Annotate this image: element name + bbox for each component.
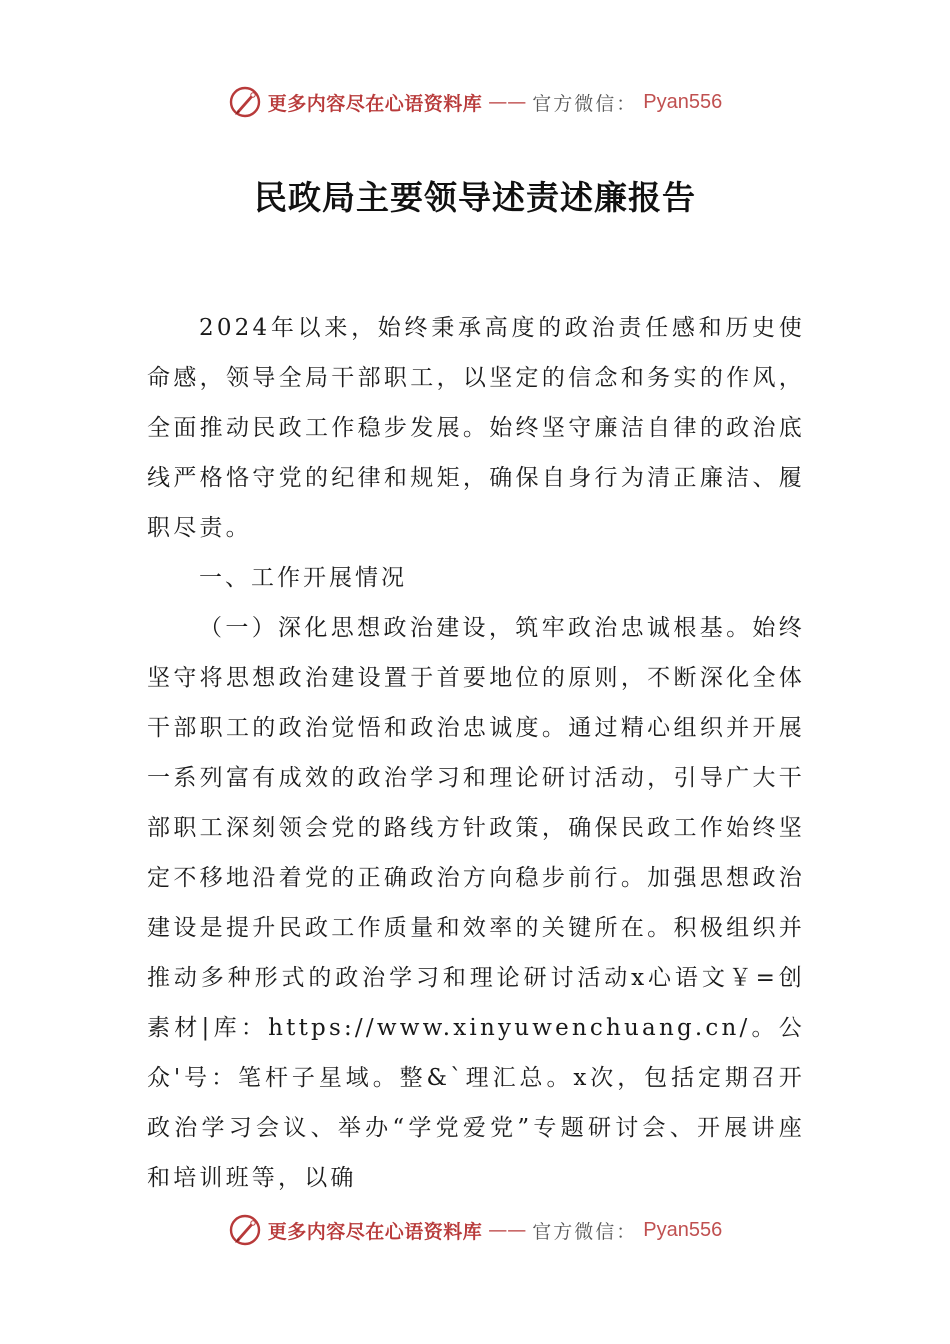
header-watermark xyxy=(0,82,950,122)
document-title: 民政局主要领导述责述廉报告 xyxy=(254,178,696,217)
watermark-dash: —— xyxy=(488,1219,527,1241)
quill-logo-icon xyxy=(228,85,262,119)
watermark-dash: —— xyxy=(488,91,527,113)
watermark-official-label: 官方微信： xyxy=(532,92,638,115)
quill-logo-icon xyxy=(228,1213,262,1247)
section-paragraph: （一）深化思想政治建设，筑牢政治忠诚根基。始终坚守将思想政治建设置于首要地位的原则，不断深化全体干部职工的政治觉悟和政治忠诚度。通过精心组织并开展一系列富有成效的政治学习和理论研讨活动，引导广大干部职工深刻领会党的路线方针政策，确保民政工作始终坚定不移地沿着党的正确政治方向稳步前行。加强思想政治建设是提升民政工作质量和效率的关键所在。积极组织并推动多种形式的政治学习和理论研讨活动x心语文￥=创素材|库：https://www.xinyuwenchuang.cn/。公众'号：笔杆子星域。整&`理汇总。x次，包括定期召开政治学习会议、举办“学党爱党”专题研讨会、开展讲座和培训班等，以确 xyxy=(147,615,805,1191)
intro-paragraph: 2024年以来，始终秉承高度的政治责任感和历史使命感，领导全局干部职工，以坚定的信念和务实的作风，全面推动民政工作稳步发展。始终坚守廉洁自律的政治底线严格恪守党的纪律和规矩，确保自身行为清正廉洁、履职尽责。 xyxy=(147,315,805,541)
section-heading: 一、工作开展情况 xyxy=(199,565,407,591)
footer-watermark xyxy=(0,1210,950,1250)
watermark-site-text: 更多内容尽在心语资料库 xyxy=(267,1220,483,1243)
watermark-site-text: 更多内容尽在心语资料库 xyxy=(267,92,483,115)
watermark-official-label: 官方微信： xyxy=(532,1220,638,1243)
document-body xyxy=(147,303,805,1203)
watermark-wechat-id: Pyan556 xyxy=(643,90,723,113)
watermark-wechat-id: Pyan556 xyxy=(643,1218,723,1241)
